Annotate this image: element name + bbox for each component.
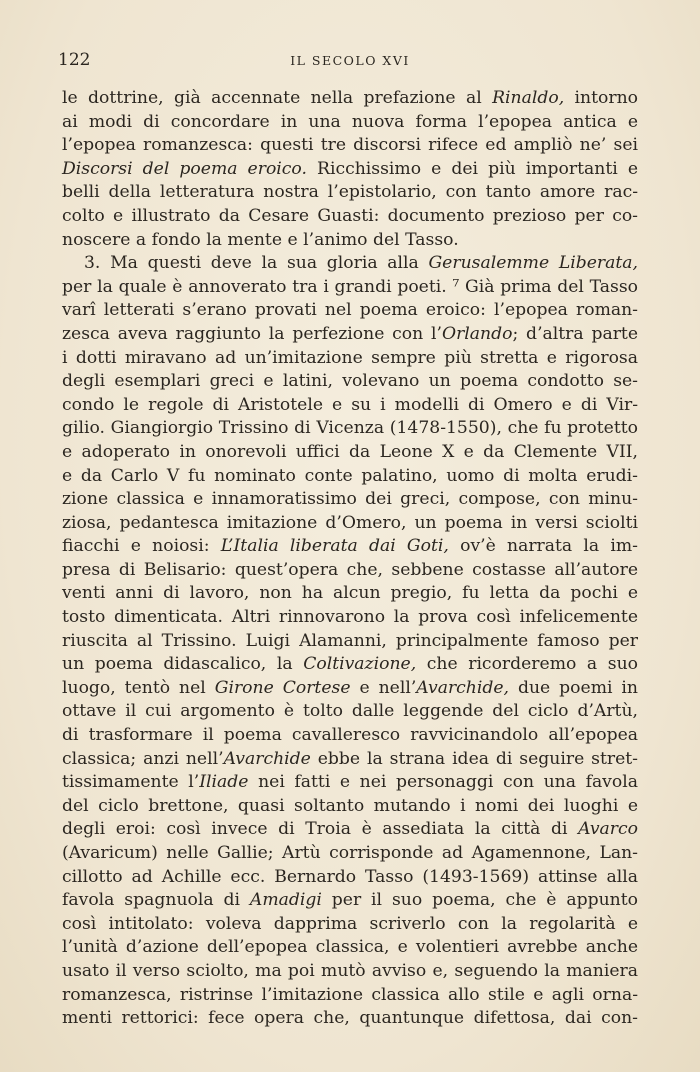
- text-line: [62, 252, 638, 276]
- text-segment: intorno: [564, 88, 638, 108]
- text-segment: condo le regole di Aristotele e su i modelli di Omero e di Vir-: [62, 394, 638, 415]
- text-segment: tissimamente l’: [62, 772, 200, 793]
- text-segment: belli della letteratura nostra l’epistolario, con tanto amore rac-: [62, 182, 638, 203]
- text-segment: ottave il cui argomento è tolto dalle leggende del ciclo d’Artù,: [62, 701, 638, 722]
- text-segment: fiacchi e noiosi:: [62, 536, 221, 557]
- text-line: [62, 559, 638, 583]
- text-segment: zione classica e innamoratissimo dei greci, compose, con minu-: [62, 489, 638, 510]
- text-segment: venti anni di lavoro, non ha alcun pregio, fu letta da pochi e: [62, 583, 638, 604]
- italic-title: Discorsi del poema eroico.: [62, 158, 307, 179]
- text-line: [62, 606, 638, 630]
- text-segment: l’unità d’azione dell’epopea classica, e volentieri avrebbe anche: [62, 937, 638, 958]
- text-segment: presa di Belisario: quest’opera che, sebbene costasse all’autore: [62, 559, 638, 580]
- text-segment: riuscita al Trissino. Luigi Alamanni, principalmente famoso per: [62, 630, 638, 651]
- text-line: [62, 748, 638, 772]
- text-line: [62, 299, 638, 323]
- text-segment: ebbe la strana idea di seguire stret-: [310, 748, 638, 769]
- text-segment: due poemi in: [509, 677, 639, 698]
- text-segment: del ciclo brettone, quasi soltanto mutando i nomi dei luoghi e: [62, 795, 638, 816]
- text-segment: 3. Ma questi deve la sua gloria alla: [84, 253, 429, 274]
- text-segment: cillotto ad Achille ecc. Bernardo Tasso (1493-1569) attinse alla: [62, 866, 638, 887]
- italic-title: Avarchide: [223, 748, 311, 769]
- italic-title: Iliade: [199, 772, 249, 793]
- text-segment: che ricorderemo a suo: [416, 654, 639, 675]
- italic-title: Girone Cortese: [214, 677, 351, 698]
- text-line: [62, 229, 638, 253]
- text-line: [62, 936, 638, 960]
- text-segment: noscere a fondo la mente e l’animo del Tasso.: [62, 229, 459, 250]
- text-segment: le dottrine, già accennate nella prefazione al: [62, 88, 493, 108]
- text-segment: favola spagnuola di: [62, 890, 250, 911]
- text-segment: degli esemplari greci e latini, volevano un poema condotto se-: [62, 371, 638, 392]
- italic-title: Gerusalemme Liberata,: [428, 253, 638, 274]
- text-segment: e nell’: [350, 677, 417, 698]
- text-segment: usato il verso sciolto, ma poi mutò avviso e, seguendo la maniera: [62, 960, 638, 981]
- italic-title: Avarco: [578, 819, 638, 840]
- text-line: [62, 111, 638, 135]
- text-segment: degli eroi: così invece di Troia è assediata la città di: [62, 819, 579, 840]
- text-line: [62, 818, 638, 842]
- text-line: [62, 866, 638, 890]
- text-segment: Ricchissimo e dei più importanti e: [306, 158, 638, 179]
- text-segment: colto e illustrato da Cesare Guasti: documento prezioso per co-: [62, 205, 638, 226]
- text-segment: ov’è narrata la im-: [448, 536, 638, 557]
- text-line: [62, 370, 638, 394]
- text-segment: gilio. Giangiorgio Trissino di Vicenza (1478-1550), che fu protetto: [62, 418, 638, 439]
- text-line: [62, 1007, 638, 1031]
- text-line: [62, 771, 638, 795]
- text-line: [62, 512, 638, 536]
- text-line: [62, 323, 638, 347]
- text-segment: e da Carlo V fu nominato conte palatino, uomo di molta erudi-: [62, 465, 638, 486]
- text-segment: zesca aveva raggiunto la perfezione con l’: [62, 323, 442, 344]
- text-line: [62, 653, 638, 677]
- text-line: [62, 158, 638, 182]
- text-segment: per il suo poema, che è appunto: [321, 890, 638, 911]
- italic-title: Orlando: [441, 323, 513, 344]
- text-segment: di trasformare il poema cavalleresco ravvicinandolo all’epopea: [62, 725, 638, 746]
- text-segment: varî letterati s’erano provati nel poema eroico: l’epopea roman-: [62, 300, 638, 321]
- text-segment: ai modi di concordare in una nuova forma l’epopea antica e: [62, 111, 638, 132]
- text-line: [62, 87, 638, 111]
- italic-title: Avarchide,: [416, 677, 510, 698]
- text-line: [62, 276, 638, 300]
- text-line: [62, 134, 638, 158]
- text-line: [62, 677, 638, 701]
- text-line: [62, 842, 638, 866]
- text-line: [62, 535, 638, 559]
- italic-title: Coltivazione,: [303, 654, 417, 675]
- italic-title: L’Italia liberata dai Goti,: [220, 536, 449, 557]
- text-line: [62, 417, 638, 441]
- text-segment: e adoperato in onorevoli uffici da Leone X e da Clemente VII,: [62, 441, 638, 462]
- text-line: [62, 205, 638, 229]
- text-segment: i dotti miravano ad un’imitazione sempre più stretta e rigorosa: [62, 347, 638, 368]
- text-segment: tosto dimenticata. Altri rinnovarono la prova così infelicemente: [62, 607, 638, 628]
- text-segment: menti rettorici: fece opera che, quantunque difettosa, dai con-: [62, 1008, 638, 1029]
- text-line: [62, 913, 638, 937]
- text-line: [62, 960, 638, 984]
- text-segment: romanzesca, ristrinse l’imitazione classica allo stile e agli orna-: [62, 984, 638, 1005]
- page-number: 122: [58, 50, 91, 70]
- text-line: [62, 889, 638, 913]
- text-segment: (Avaricum) nelle Gallie; Artù corrisponde ad Agamennone, Lan-: [62, 843, 638, 863]
- italic-title: Rinaldo,: [492, 88, 565, 108]
- text-segment: nei fatti e nei personaggi con una favola: [248, 772, 638, 793]
- text-line: [62, 724, 638, 748]
- text-segment: ; d’altra parte: [512, 323, 638, 344]
- text-segment: così intitolato: voleva dapprima scriverlo con la regolarità e: [62, 913, 638, 934]
- text-segment: luogo, tentò nel: [62, 677, 215, 698]
- text-segment: ziosa, pedantesca imitazione d’Omero, un poema in versi sciolti: [62, 512, 638, 533]
- running-title: IL SECOLO XVI: [290, 53, 410, 68]
- text-line: [62, 441, 638, 465]
- body-text: [62, 87, 638, 1031]
- text-line: [62, 630, 638, 654]
- text-segment: l’epopea romanzesca: questi tre discorsi rifece ed ampliò ne’ sei: [62, 135, 638, 156]
- text-line: [62, 582, 638, 606]
- text-line: [62, 181, 638, 205]
- text-line: [62, 984, 638, 1008]
- text-segment: un poema didascalico, la: [62, 654, 304, 675]
- italic-title: Amadigi: [249, 890, 322, 911]
- text-line: [62, 488, 638, 512]
- text-line: [62, 347, 638, 371]
- text-segment: per la quale è annoverato tra i grandi poeti. ⁷ Già prima del Tasso: [62, 276, 638, 297]
- text-line: [62, 700, 638, 724]
- text-line: [62, 394, 638, 418]
- text-line: [62, 465, 638, 489]
- text-segment: classica; anzi nell’: [62, 748, 224, 769]
- text-line: [62, 795, 638, 819]
